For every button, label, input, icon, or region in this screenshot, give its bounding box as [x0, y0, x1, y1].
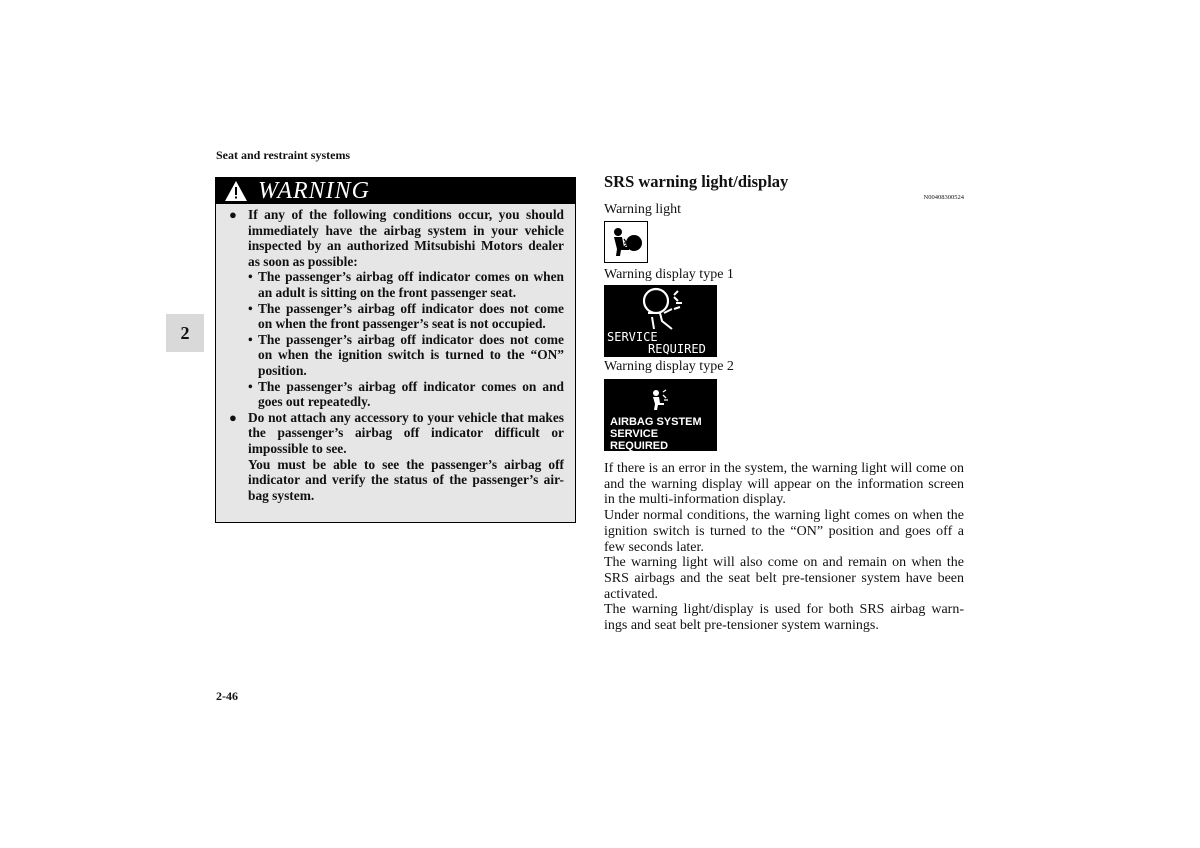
display-type1-label: Warning display type 1	[604, 267, 734, 282]
srs-paragraph: If there is an error in the system, the warning light will come on and the warning display will appear on the information screen in the multi-information display.	[604, 461, 964, 508]
warning-box	[215, 177, 576, 523]
warning-bullet	[229, 207, 564, 410]
airbag-icon	[607, 225, 645, 259]
chapter-tab: 2	[166, 314, 204, 352]
srs-title: SRS warning light/display	[604, 172, 789, 191]
srs-paragraph: Under normal conditions, the warning light comes on when the ignition switch is turned to the “ON” position and goes off a few seconds later.	[604, 508, 964, 555]
display-type2-text: AIRBAG SYSTEM SERVICE REQUIRED	[610, 416, 702, 452]
srs-section	[604, 171, 964, 634]
warning-bullet-text: Do not attach any accessory to your vehicle that makes the passenger’s airbag off indicator difficult or impossible to see.	[248, 409, 564, 456]
srs-description	[604, 461, 964, 634]
warning-bullet	[229, 410, 564, 504]
section-header: Seat and restraint systems	[216, 148, 351, 162]
bullet-dot-icon: ●	[229, 409, 237, 425]
condition-item: • The passenger’s airbag off indicator does not come on when the front passenger’s seat is not occupied.	[248, 300, 564, 332]
condition-item: • The passenger’s airbag off indicator comes on and goes out repeatedly.	[248, 378, 564, 410]
warning-bullet-text: If any of the following conditions occur, you should immediately have the airbag system in your vehicle inspected by an authorized Mitsubishi Motors dealer as soon as possible:	[248, 207, 564, 269]
bullet-dot-icon: ●	[229, 207, 237, 222]
srs-paragraph: The warning light will also come on and remain on when the SRS airbags and the seat belt pre-tensioner system have been activated.	[604, 555, 964, 602]
condition-list	[248, 269, 564, 409]
display-type1-line2: REQUIRED	[648, 342, 706, 356]
warning-body	[216, 204, 575, 503]
warning-title: WARNING	[258, 177, 370, 204]
display-type1-line1: SERVICE	[607, 330, 658, 344]
warning-display-type2	[604, 379, 717, 451]
airbag-icon	[648, 389, 672, 411]
display-type2-label: Warning display type 2	[604, 359, 734, 374]
warning-light-label: Warning light	[604, 202, 682, 217]
warning-bullet-note: You must be able to see the passenger’s airbag off indicator and verify the status of the passenger’s air-bag system.	[248, 456, 564, 503]
srs-paragraph: The warning light/display is used for both SRS airbag warn-ings and seat belt pre-tensioner system warnings.	[604, 602, 964, 634]
warning-triangle-icon	[224, 180, 248, 202]
reference-code: N00408300524	[923, 194, 964, 201]
airbag-icon	[634, 287, 694, 331]
warning-header	[216, 178, 575, 204]
warning-display-type1	[604, 285, 717, 357]
warning-light-image	[604, 221, 648, 263]
condition-item: • The passenger’s airbag off indicator does not come on when the ignition switch is turned to the “ON” position.	[248, 331, 564, 378]
condition-item: • The passenger’s airbag off indicator comes on when an adult is sitting on the front passenger seat.	[248, 269, 564, 300]
page-number: 2-46	[216, 689, 238, 703]
